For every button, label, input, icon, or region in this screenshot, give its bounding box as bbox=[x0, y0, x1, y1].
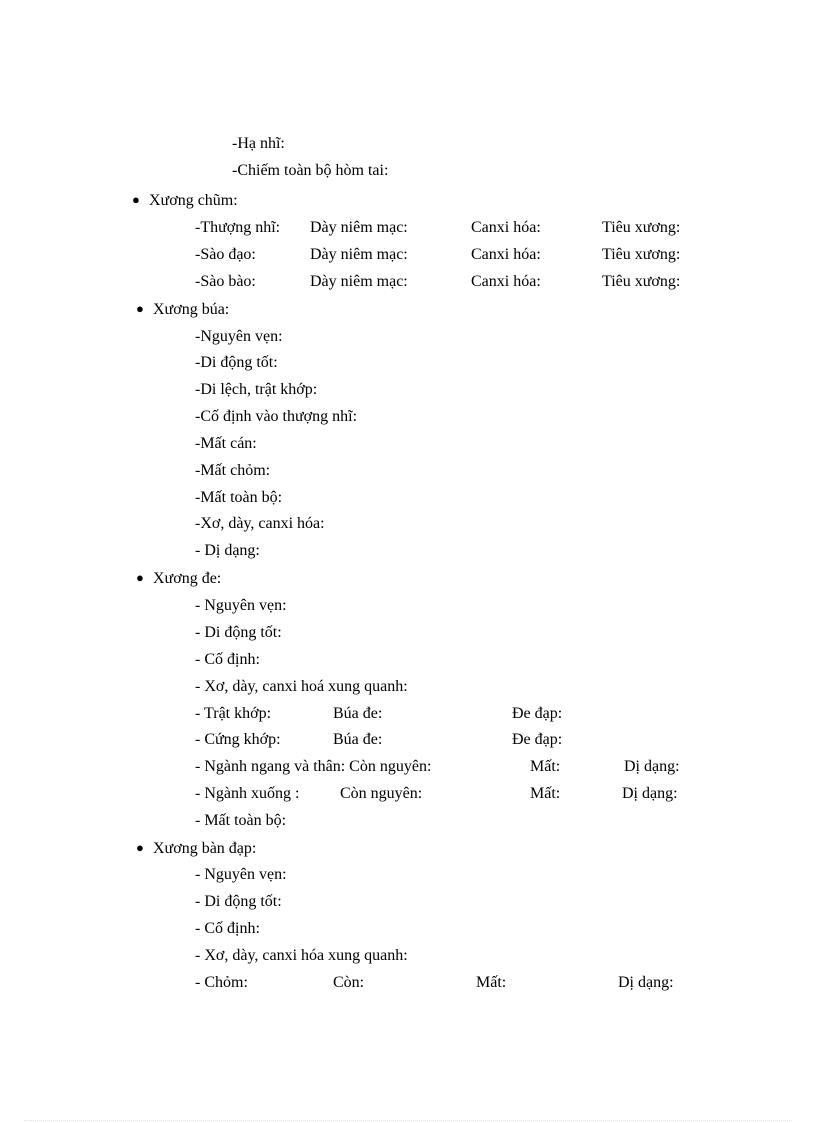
list-item: - Xơ, dày, canxi hóa xung quanh: bbox=[195, 947, 408, 964]
row-field: Còn: bbox=[333, 974, 365, 991]
row-label: -Thượng nhĩ: bbox=[195, 219, 281, 236]
list-item: -Xơ, dày, canxi hóa: bbox=[195, 515, 325, 532]
list-item: - Di động tốt: bbox=[195, 893, 282, 910]
row-field: Búa đe: bbox=[333, 731, 383, 748]
list-item: -Cố định vào thượng nhĩ: bbox=[195, 408, 358, 425]
list-item: -Mất cán: bbox=[195, 435, 257, 452]
list-item: - Xơ, dày, canxi hoá xung quanh: bbox=[195, 678, 408, 695]
row-field: Canxi hóa: bbox=[471, 273, 541, 290]
row-field: Búa đe: bbox=[333, 705, 383, 722]
chiem-hom-tai-item: -Chiếm toàn bộ hòm tai: bbox=[232, 162, 389, 179]
row-field: Mất: bbox=[530, 758, 561, 775]
row-field: Dị dạng: bbox=[622, 785, 678, 802]
row-label: -Sào bào: bbox=[195, 273, 256, 290]
list-item: - Cố định: bbox=[195, 651, 260, 668]
list-item: - Cố định: bbox=[195, 920, 260, 937]
list-item: -Mất toàn bộ: bbox=[195, 489, 283, 506]
section-title-xuong-ban-dap: Xương bàn đạp: bbox=[153, 840, 257, 857]
ha-nhi-item: -Hạ nhĩ: bbox=[232, 135, 285, 152]
list-item: - Dị dạng: bbox=[195, 542, 260, 559]
row-field: Dày niêm mạc: bbox=[310, 246, 408, 263]
section-title-xuong-bua: Xương búa: bbox=[153, 301, 230, 318]
list-item: - Mất toàn bộ: bbox=[195, 812, 287, 829]
list-item: -Di động tốt: bbox=[195, 354, 278, 371]
page-bottom-divider bbox=[24, 1120, 792, 1121]
list-item: -Di lệch, trật khớp: bbox=[195, 381, 318, 398]
row-field: Đe đạp: bbox=[512, 731, 563, 748]
row-label: -Sào đạo: bbox=[195, 246, 256, 263]
bullet-icon: ● bbox=[136, 301, 144, 316]
row-field: Dày niêm mạc: bbox=[310, 219, 408, 236]
row-label: - Trật khớp: bbox=[195, 705, 272, 722]
row-field: Dị dạng: bbox=[624, 758, 680, 775]
row-label: - Ngành ngang và thân: Còn nguyên: bbox=[195, 758, 432, 775]
row-field: Dị dạng: bbox=[618, 974, 674, 991]
row-label: - Cứng khớp: bbox=[195, 731, 281, 748]
list-item: -Nguyên vẹn: bbox=[195, 328, 283, 345]
row-field: Dày niêm mạc: bbox=[310, 273, 408, 290]
bullet-icon: ● bbox=[136, 570, 144, 585]
row-field: Còn nguyên: bbox=[340, 785, 423, 802]
section-title-xuong-de: Xương đe: bbox=[153, 570, 222, 587]
row-label: - Ngành xuống : bbox=[195, 785, 300, 802]
list-item: - Di động tốt: bbox=[195, 624, 282, 641]
row-field: Canxi hóa: bbox=[471, 219, 541, 236]
bullet-icon: ● bbox=[136, 840, 144, 855]
row-field: Canxi hóa: bbox=[471, 246, 541, 263]
bullet-icon: ● bbox=[132, 192, 140, 207]
row-field: Mất: bbox=[530, 785, 561, 802]
row-label: - Chỏm: bbox=[195, 974, 248, 991]
list-item: -Mất chỏm: bbox=[195, 462, 271, 479]
row-field: Tiêu xương: bbox=[602, 246, 681, 263]
row-field: Tiêu xương: bbox=[602, 273, 681, 290]
list-item: - Nguyên vẹn: bbox=[195, 597, 287, 614]
row-field: Mất: bbox=[476, 974, 507, 991]
row-field: Tiêu xương: bbox=[602, 219, 681, 236]
row-field: Đe đạp: bbox=[512, 705, 563, 722]
section-title-xuong-chum: Xương chũm: bbox=[149, 192, 238, 209]
list-item: - Nguyên vẹn: bbox=[195, 866, 287, 883]
